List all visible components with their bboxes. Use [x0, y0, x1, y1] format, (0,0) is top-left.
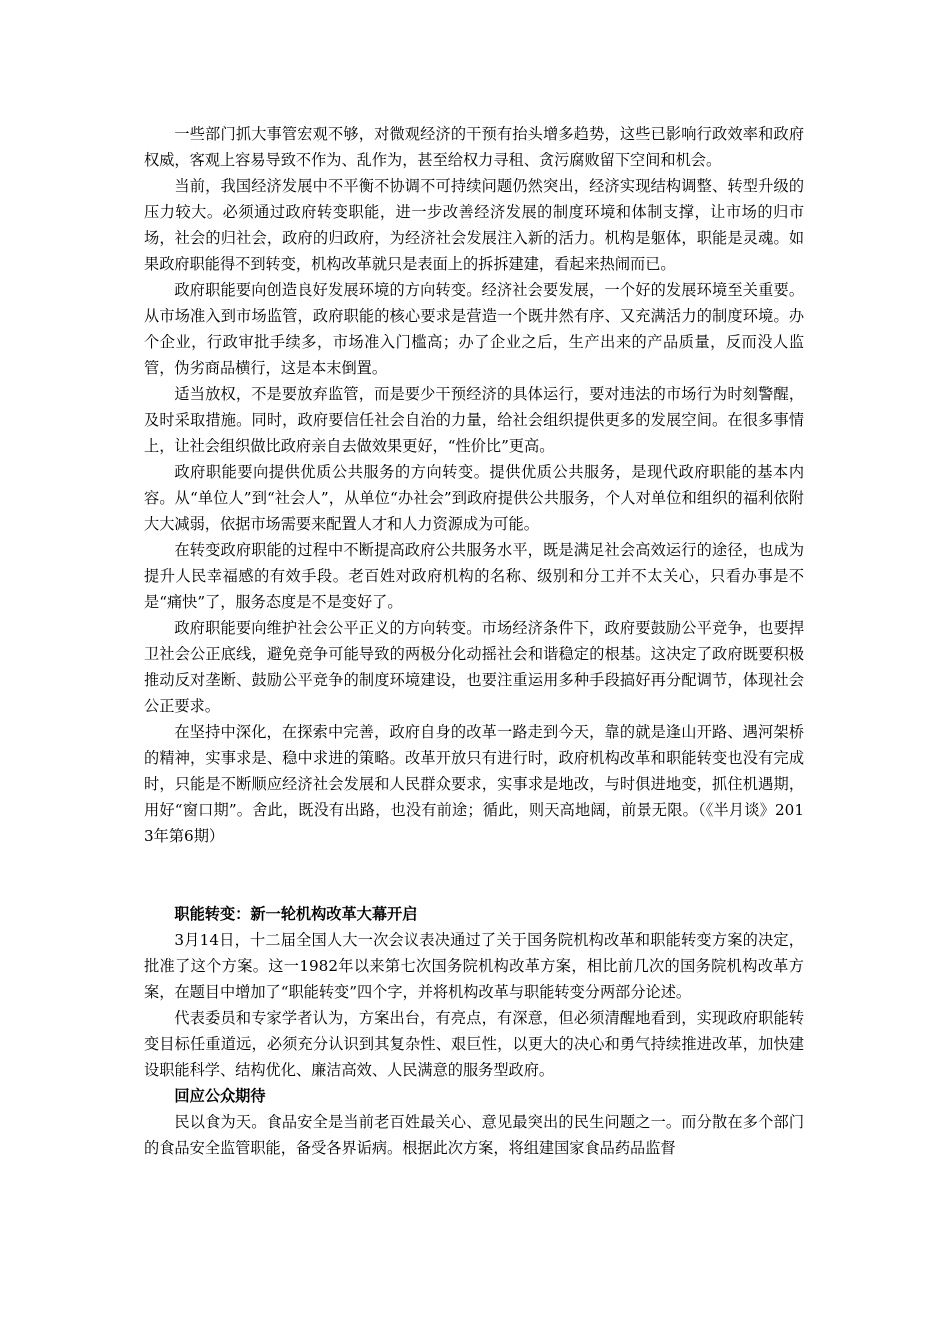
paragraph: 在坚持中深化，在探索中完善，政府自身的改革一路走到今天，靠的就是逢山开路、遇河架桥的精神，实事求是、稳中求进的策略。改革开放只有进行时，政府机构改革和职能转变也没有完成时，只能是不断顺应经济社会发展和人民群众要求，实事求是地改，与时俱进地变，抓住机遇期，用好“窗口期”。舍此，既没有出路，也没有前途；循此，则天高地阔，前景无限。（《半月谈》2013年第6期）: [144, 723, 804, 845]
document-page: [144, 121, 804, 1161]
section-spacer: [144, 849, 804, 901]
paragraph: 在转变政府职能的过程中不断提高政府公共服务水平，既是满足社会高效运行的途径，也成为提升人民幸福感的有效手段。老百姓对政府机构的名称、级别和分工并不太关心，只看办事是不是“痛快”了，服务态度是不是变好了。: [144, 541, 804, 611]
paragraph: 适当放权，不是要放弃监管，而是要少干预经济的具体运行，要对违法的市场行为时刻警醒，及时采取措施。同时，政府要信任社会自治的力量，给社会组织提供更多的发展空间。在很多事情上，让社会组织做比政府亲自去做效果更好，“性价比”更高。: [144, 385, 804, 455]
paragraph: 当前，我国经济发展中不平衡不协调不可持续问题仍然突出，经济实现结构调整、转型升级的压力较大。必须通过政府转变职能，进一步改善经济发展的制度环境和体制支撑，让市场的归市场，社会的归社会，政府的归政府，为经济社会发展注入新的活力。机构是躯体，职能是灵魂。如果政府职能得不到转变，机构改革就只是表面上的拆拆建建，看起来热闹而已。: [144, 177, 804, 273]
paragraph: 政府职能要向创造良好发展环境的方向转变。经济社会要发展，一个好的发展环境至关重要。从市场准入到市场监管，政府职能的核心要求是营造一个既井然有序、又充满活力的制度环境。办个企业，行政审批手续多，市场准入门槛高；办了企业之后，生产出来的产品质量，反而没人监管，伪劣商品横行，这是本末倒置。: [144, 281, 804, 377]
paragraph: 民以食为天。食品安全是当前老百姓最关心、意见最突出的民生问题之一。而分散在多个部门的食品安全监管职能，备受各界诟病。根据此次方案，将组建国家食品药品监督: [144, 1113, 804, 1157]
paragraph: 政府职能要向维护社会公平正义的方向转变。市场经济条件下，政府要鼓励公平竞争，也要捍卫社会公正底线，避免竞争可能导致的两极分化动摇社会和谐稳定的根基。这决定了政府既要积极推动反对垄断、鼓励公平竞争的制度环境建设，也要注重运用多种手段搞好再分配调节，体现社会公正要求。: [144, 619, 804, 715]
paragraph: 政府职能要向提供优质公共服务的方向转变。提供优质公共服务，是现代政府职能的基本内容。从“单位人”到“社会人”，从单位“办社会”到政府提供公共服务，个人对单位和组织的福利依附大大减弱，依据市场需要来配置人才和人力资源成为可能。: [144, 463, 804, 533]
paragraph: 一些部门抓大事管宏观不够，对微观经济的干预有抬头增多趋势，这些已影响行政效率和政府权威，客观上容易导致不作为、乱作为，甚至给权力寻租、贪污腐败留下空间和机会。: [144, 125, 804, 169]
section-heading: 职能转变：新一轮机构改革大幕开启: [174, 905, 418, 923]
paragraph: 代表委员和专家学者认为，方案出台，有亮点，有深意，但必须清醒地看到，实现政府职能转变目标任重道远，必须充分认识到其复杂性、艰巨性，以更大的决心和勇气持续推进改革，加快建设职能科学、结构优化、廉洁高效、人民满意的服务型政府。: [144, 1009, 804, 1079]
subsection-heading: 回应公众期待: [174, 1087, 266, 1105]
paragraph: 3月14日，十二届全国人大一次会议表决通过了关于国务院机构改革和职能转变方案的决定，批准了这个方案。这一1982年以来第七次国务院机构改革方案，相比前几次的国务院机构改革方案，在题目中增加了“职能转变”四个字，并将机构改革与职能转变分两部分论述。: [144, 931, 804, 1001]
